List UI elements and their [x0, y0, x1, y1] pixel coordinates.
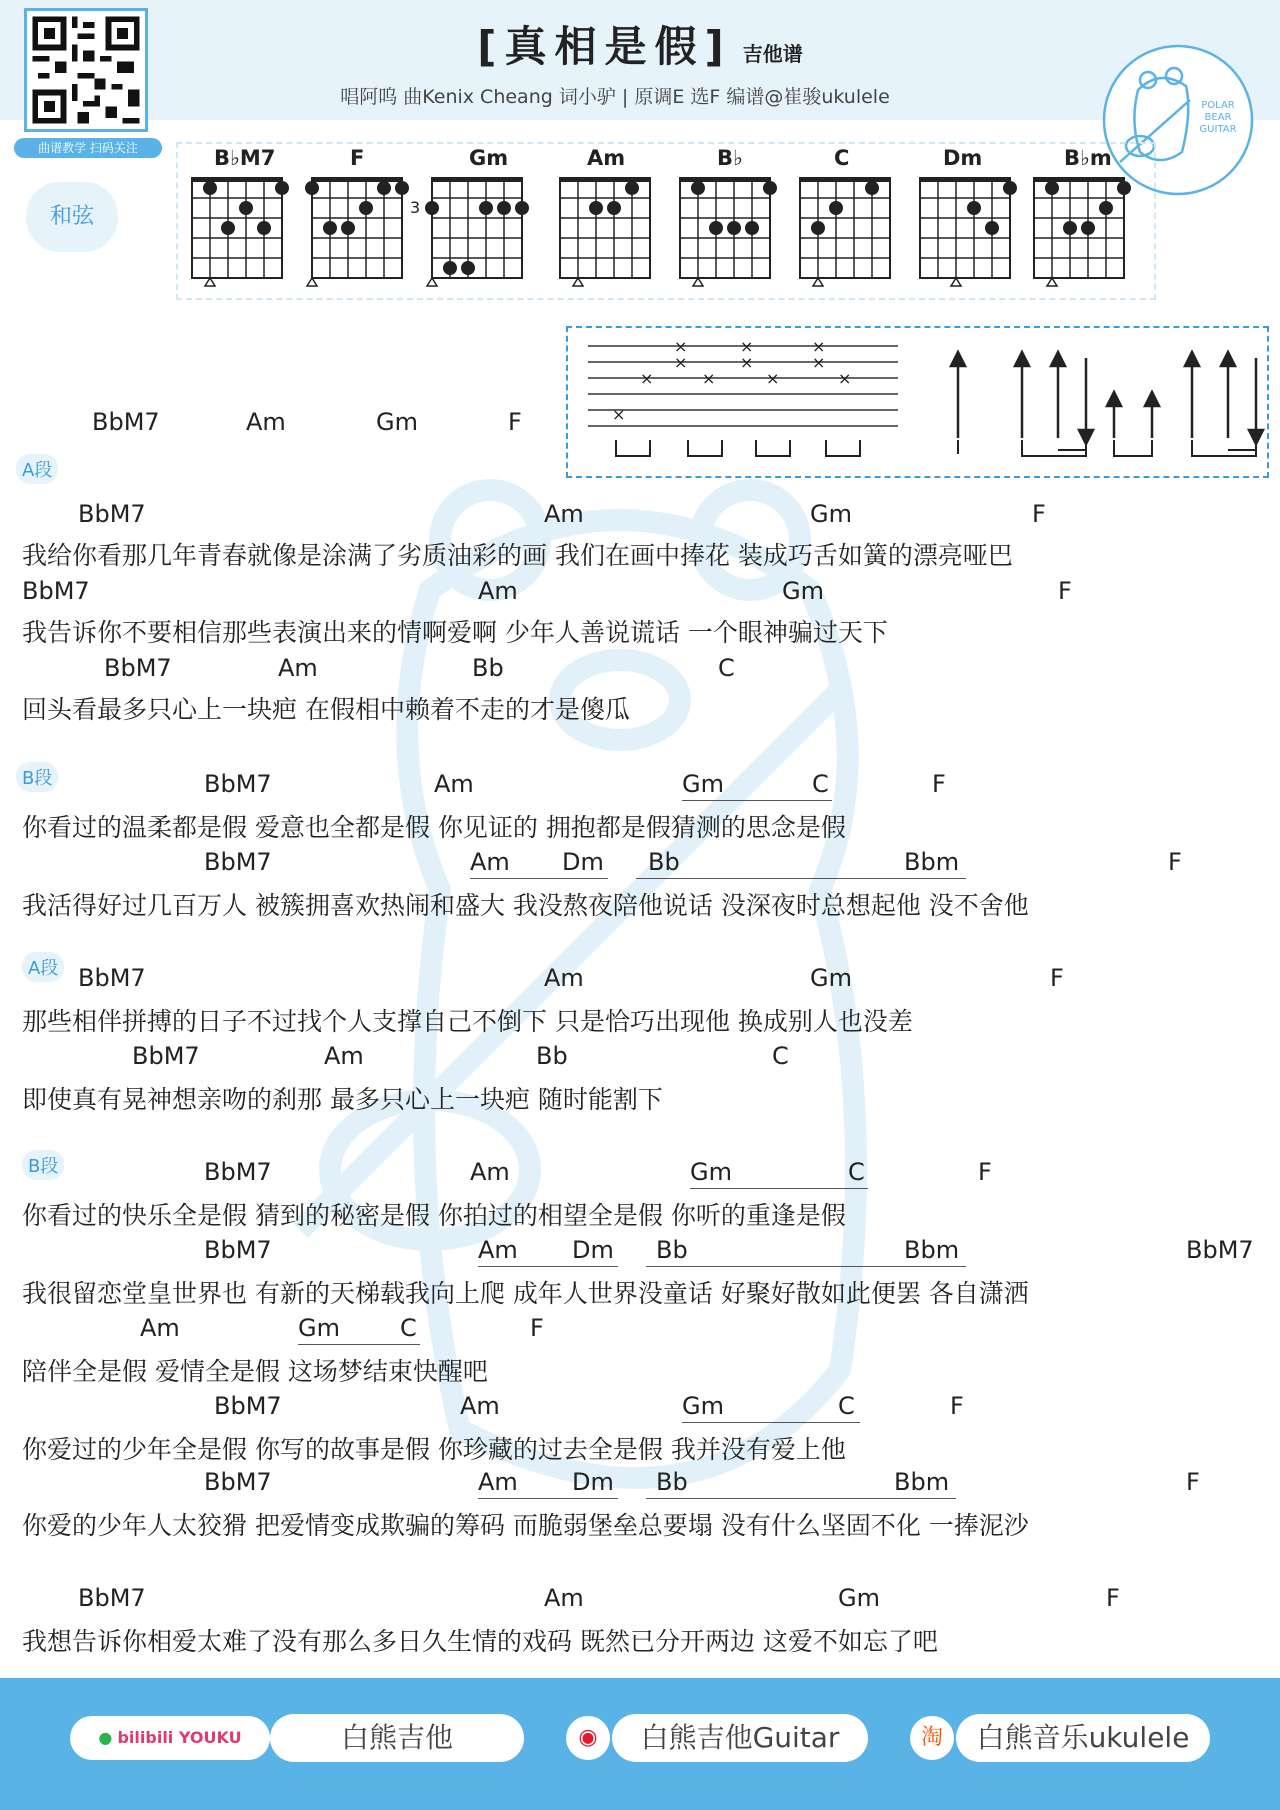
chord: C: [848, 1158, 865, 1186]
chord: Am: [246, 408, 286, 436]
strum-pattern-box: [566, 326, 1269, 478]
lyric-line: [0, 1506, 1280, 1538]
svg-text:×: ×: [674, 337, 688, 356]
intro-chord-row: [0, 408, 1280, 438]
lyric-line: [0, 1080, 1280, 1112]
chord-name-bbm7: B♭M7: [214, 146, 276, 170]
chord-row: [0, 500, 1280, 530]
chord: BbM7: [204, 770, 272, 798]
chord: Bbm: [904, 1236, 960, 1264]
lyric-text: 我想告诉你相爱太难了没有那么多日久生情的戏码 既然已分开两边 这爱不如忘了吧: [22, 1627, 938, 1656]
chord: Am: [478, 577, 518, 605]
chord-row: [0, 654, 1280, 684]
bilibili-youku-logos[interactable]: [70, 1716, 270, 1760]
chord-name-c: C: [834, 146, 850, 170]
chord: Dm: [562, 848, 604, 876]
chord-name-bb: B♭: [717, 146, 743, 170]
chord: Bb: [648, 848, 680, 876]
chord-underline: [682, 1422, 860, 1423]
weibo-name-pill[interactable]: 白熊吉他Guitar: [612, 1714, 868, 1762]
chord: Am: [478, 1468, 518, 1496]
logo-text-3: GUITAR: [1199, 124, 1237, 135]
chord-row: [0, 1468, 1280, 1498]
chord: F: [508, 408, 522, 436]
chord-underline: [478, 1498, 618, 1499]
chord: Bbm: [894, 1468, 950, 1496]
lyric-line: [0, 613, 1280, 645]
chord: F: [1050, 964, 1064, 992]
chord: F: [1186, 1468, 1200, 1496]
chord-underline: [690, 1188, 868, 1189]
chord-underline: [646, 1498, 956, 1499]
channel-name-pill[interactable]: 白熊吉他: [270, 1714, 524, 1762]
chord: F: [950, 1392, 964, 1420]
chord-row: [0, 1158, 1280, 1188]
chord-row: [0, 577, 1280, 607]
chord-row: [0, 1584, 1280, 1614]
chord: Am: [460, 1392, 500, 1420]
chord: Am: [434, 770, 474, 798]
chord-row: [0, 1042, 1280, 1072]
chord: C: [772, 1042, 789, 1070]
chord: BbM7: [204, 1158, 272, 1186]
chord-underline: [646, 1266, 966, 1267]
chord-underline: [682, 800, 832, 801]
svg-text:×: ×: [640, 369, 654, 388]
chord: Gm: [376, 408, 418, 436]
taobao-icon[interactable]: 淘: [910, 1716, 954, 1760]
chord: BbM7: [78, 500, 146, 528]
chord: BbM7: [1186, 1236, 1254, 1264]
lyric-text: 陪伴全是假 爱情全是假 这场梦结束快醒吧: [22, 1357, 488, 1386]
chord: Am: [278, 654, 318, 682]
lyric-text: 我很留恋堂皇世界也 有新的天梯载我向上爬 成年人世界没童话 好聚好散如此便罢 各自潇洒: [22, 1279, 1029, 1308]
chord: Am: [470, 848, 510, 876]
chord-row: [0, 964, 1280, 994]
chord: Am: [140, 1314, 180, 1342]
chord: Am: [324, 1042, 364, 1070]
chord: Bb: [656, 1468, 688, 1496]
lyric-line: [0, 1196, 1280, 1228]
brands-text: bilibili YOUKU: [117, 1728, 242, 1747]
svg-text:×: ×: [812, 337, 826, 356]
chord: F: [1032, 500, 1046, 528]
chord-underline: [636, 878, 966, 879]
chord: BbM7: [22, 577, 90, 605]
chord-row: [0, 848, 1280, 878]
svg-text:×: ×: [838, 369, 852, 388]
chord: Dm: [572, 1468, 614, 1496]
chord: Am: [544, 964, 584, 992]
chord: Gm: [682, 770, 724, 798]
chord-underline: [298, 1344, 420, 1345]
chord: Am: [544, 1584, 584, 1612]
section-label-a: A段: [22, 952, 64, 982]
chord-name-am: Am: [587, 146, 626, 170]
chord: Bb: [472, 654, 504, 682]
chord: F: [530, 1314, 544, 1342]
svg-text:×: ×: [740, 353, 754, 372]
lyric-line: [0, 1430, 1280, 1462]
lyric-line: [0, 1352, 1280, 1384]
svg-text:×: ×: [702, 369, 716, 388]
chord: BbM7: [78, 964, 146, 992]
lyric-line: [0, 1274, 1280, 1306]
gm-fret-number: 3: [410, 198, 421, 217]
chord: Gm: [782, 577, 824, 605]
lyric-text: 那些相伴拼搏的日子不过找个人支撑自己不倒下 只是恰巧出现他 换成别人也没差: [22, 1007, 913, 1036]
chord: BbM7: [214, 1392, 282, 1420]
wechat-icon: ●: [98, 1728, 113, 1747]
section-label-b: B段: [16, 762, 58, 792]
lyric-line: [0, 1622, 1280, 1654]
lyric-text: 你爱过的少年全是假 你写的故事是假 你珍藏的过去全是假 我并没有爱上他: [22, 1435, 846, 1464]
lyric-line: [0, 808, 1280, 840]
chord: C: [400, 1314, 417, 1342]
chord: F: [932, 770, 946, 798]
chord-diagrams: [176, 160, 1136, 296]
song-title-suffix: 吉他谱: [742, 42, 803, 66]
svg-text:×: ×: [812, 353, 826, 372]
lyric-line: [0, 1002, 1280, 1034]
lyric-text: 我告诉你不要相信那些表演出来的情啊爱啊 少年人善说谎话 一个眼神骗过天下: [22, 618, 888, 647]
chord: Bb: [656, 1236, 688, 1264]
chord: Gm: [298, 1314, 340, 1342]
chord: Dm: [572, 1236, 614, 1264]
chord: F: [1106, 1584, 1120, 1612]
lyric-text: 即使真有晃神想亲吻的刹那 最多只心上一块疤 随时能割下: [22, 1085, 663, 1114]
chord-row: [0, 1236, 1280, 1266]
qr-caption: 曲谱教学 扫码关注: [14, 138, 162, 158]
chord: BbM7: [204, 848, 272, 876]
lyric-line: [0, 886, 1280, 918]
lyric-line: [0, 536, 1280, 568]
chord-row: [0, 1314, 1280, 1344]
chord: Bb: [536, 1042, 568, 1070]
chord-underline: [478, 1266, 618, 1267]
chord: Gm: [682, 1392, 724, 1420]
section-label-a: A段: [16, 454, 58, 484]
chord: Am: [478, 1236, 518, 1264]
chord: BbM7: [204, 1236, 272, 1264]
logo-text-2: BEAR: [1204, 112, 1232, 123]
song-title-main: [真相是假]: [477, 22, 732, 71]
chord: BbM7: [132, 1042, 200, 1070]
section-label-b: B段: [22, 1150, 64, 1180]
chord: BbM7: [92, 408, 160, 436]
chord-name-f: F: [350, 146, 365, 170]
svg-text:×: ×: [674, 353, 688, 372]
chord: F: [1058, 577, 1072, 605]
weibo-icon[interactable]: ◉: [566, 1716, 610, 1760]
chord-name-gm: Gm: [469, 146, 509, 170]
chord: Gm: [690, 1158, 732, 1186]
chord: F: [978, 1158, 992, 1186]
lyric-text: 你看过的温柔都是假 爱意也全都是假 你见证的 拥抱都是假猜测的思念是假: [22, 813, 846, 842]
chord: BbM7: [78, 1584, 146, 1612]
chord: BbM7: [204, 1468, 272, 1496]
chord: Gm: [810, 964, 852, 992]
logo-text-1: POLAR: [1201, 100, 1235, 111]
lyric-text: 你看过的快乐全是假 猜到的秘密是假 你拍过的相望全是假 你听的重逢是假: [22, 1201, 846, 1230]
chord-row: [0, 770, 1280, 800]
chord: BbM7: [104, 654, 172, 682]
chord-row: [0, 1392, 1280, 1422]
lyric-line: [0, 690, 1280, 722]
lyric-text: 我给你看那几年青春就像是涂满了劣质油彩的画 我们在画中捧花 装成巧舌如簧的漂亮哑巴: [22, 541, 1013, 570]
chord: Gm: [838, 1584, 880, 1612]
chord: Bbm: [904, 848, 960, 876]
svg-text:×: ×: [740, 337, 754, 356]
song-title: [0, 14, 1280, 74]
lyric-text: 回头看最多只心上一块疤 在假相中赖着不走的才是傻瓜: [22, 695, 630, 724]
chord: Am: [544, 500, 584, 528]
svg-text:×: ×: [766, 369, 780, 388]
chord-section-badge: 和弦: [26, 182, 118, 252]
svg-text:×: ×: [612, 405, 626, 424]
chord-name-dm: Dm: [943, 146, 983, 170]
chord: C: [838, 1392, 855, 1420]
chord: Am: [470, 1158, 510, 1186]
chord: C: [718, 654, 735, 682]
chord-name-bbm: B♭m: [1064, 146, 1112, 170]
song-credits: 唱阿呜 曲Kenix Cheang 词小驴 | 原调E 选F 编谱@崔骏ukulele: [340, 86, 890, 108]
lyric-text: 我活得好过几百万人 被簇拥喜欢热闹和盛大 我没熬夜陪他说话 没深夜时总想起他 没不舍他: [22, 891, 1029, 920]
chord: Gm: [810, 500, 852, 528]
lyric-text: 你爱的少年人太狡猾 把爱情变成欺骗的筹码 而脆弱堡垒总要塌 没有什么坚固不化 一捧泥沙: [22, 1511, 1029, 1540]
chord: F: [1168, 848, 1182, 876]
chord-underline: [470, 878, 608, 879]
taobao-name-pill[interactable]: 白熊音乐ukulele: [956, 1714, 1210, 1762]
chord: C: [812, 770, 829, 798]
